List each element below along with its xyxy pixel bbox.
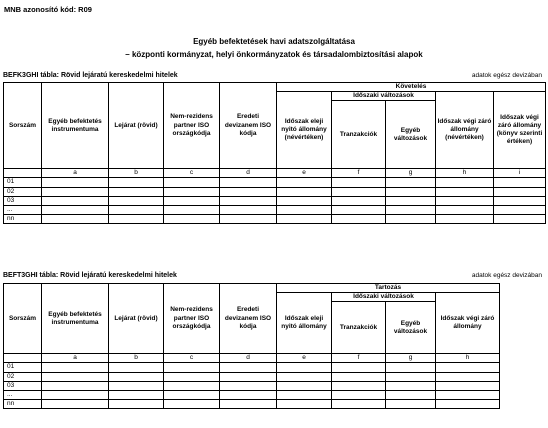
table-row	[4, 381, 500, 390]
col-partner: Nem-rezidens partner ISO országkódja	[164, 284, 220, 354]
data-cell[interactable]	[220, 178, 277, 187]
data-cell[interactable]	[277, 178, 332, 187]
table-row	[4, 187, 546, 196]
data-cell[interactable]	[277, 390, 332, 399]
data-cell[interactable]	[332, 372, 386, 381]
data-cell[interactable]	[436, 372, 500, 381]
letter-cell: h	[436, 354, 500, 363]
col-zaro: Időszak végi záró állomány	[436, 293, 500, 354]
data-cell[interactable]	[332, 363, 386, 372]
col-lejarat: Lejárat (rövid)	[109, 284, 164, 354]
letter-cell: a	[42, 169, 109, 178]
data-cell[interactable]	[277, 214, 332, 223]
col-tranzakciok: Tranzakciók	[332, 302, 386, 354]
data-cell[interactable]	[109, 196, 164, 205]
data-cell[interactable]	[386, 214, 436, 223]
data-cell[interactable]	[332, 214, 386, 223]
data-cell[interactable]	[436, 399, 500, 408]
row-number: nn	[4, 214, 42, 223]
data-cell[interactable]	[386, 205, 436, 214]
letter-cell: c	[164, 354, 220, 363]
data-cell[interactable]	[164, 399, 220, 408]
letter-cell: i	[494, 169, 546, 178]
letter-cell: c	[164, 169, 220, 178]
table1-unit-note: adatok egész devizában	[471, 72, 542, 79]
data-cell[interactable]	[332, 381, 386, 390]
data-cell[interactable]	[277, 187, 332, 196]
row-number: 03	[4, 196, 42, 205]
data-cell[interactable]	[220, 363, 277, 372]
col-sorszam: Sorszám	[4, 284, 42, 354]
data-cell[interactable]	[436, 214, 494, 223]
data-cell[interactable]	[277, 363, 332, 372]
data-cell[interactable]	[436, 390, 500, 399]
row-number: nn	[4, 399, 42, 408]
data-cell[interactable]	[109, 390, 164, 399]
table2	[3, 283, 500, 409]
data-cell[interactable]	[220, 196, 277, 205]
letter-row	[4, 354, 500, 363]
row-number: 03	[4, 381, 42, 390]
letter-cell: f	[332, 169, 386, 178]
letter-row	[4, 169, 546, 178]
data-cell[interactable]	[332, 178, 386, 187]
data-cell[interactable]	[386, 372, 436, 381]
data-cell[interactable]	[436, 205, 494, 214]
letter-cell: g	[386, 169, 436, 178]
col-sorszam: Sorszám	[4, 83, 42, 169]
data-cell[interactable]	[42, 178, 109, 187]
data-cell[interactable]	[109, 363, 164, 372]
letter-cell: f	[332, 354, 386, 363]
table2-name: BEFT3GHI tábla: Rövid lejáratú kereskedelmi hitelek	[3, 272, 177, 279]
table-row	[4, 214, 546, 223]
letter-cell: d	[220, 354, 277, 363]
letter-cell: e	[277, 354, 332, 363]
page-title: Egyéb befektetések havi adatszolgáltatása	[193, 37, 355, 46]
data-cell[interactable]	[220, 187, 277, 196]
data-cell[interactable]	[494, 187, 546, 196]
data-cell[interactable]	[42, 205, 109, 214]
data-cell[interactable]	[494, 196, 546, 205]
data-cell[interactable]	[332, 390, 386, 399]
row-number: 01	[4, 363, 42, 372]
data-cell[interactable]	[220, 372, 277, 381]
letter-cell: a	[42, 354, 109, 363]
group-kovetelés: Követelés	[277, 83, 546, 92]
data-cell[interactable]	[277, 381, 332, 390]
data-cell[interactable]	[332, 205, 386, 214]
table-row	[4, 205, 546, 214]
data-cell[interactable]	[386, 363, 436, 372]
table-row	[4, 196, 546, 205]
data-cell[interactable]	[436, 178, 494, 187]
col-nyito: Időszak eleji nyitó állomány	[277, 293, 332, 354]
data-cell[interactable]	[164, 205, 220, 214]
data-cell[interactable]	[109, 381, 164, 390]
data-cell[interactable]	[109, 187, 164, 196]
data-cell[interactable]	[164, 363, 220, 372]
data-cell[interactable]	[386, 178, 436, 187]
col-tranzakciok: Tranzakciók	[332, 101, 386, 169]
group-tartozas: Tartozás	[277, 284, 500, 293]
data-cell[interactable]	[109, 178, 164, 187]
data-cell[interactable]	[277, 372, 332, 381]
col-egyeb-valtozasok: Egyéb változások	[386, 101, 436, 169]
data-cell[interactable]	[436, 196, 494, 205]
col-nyito-suffix: (névértéken)	[284, 134, 324, 142]
data-cell[interactable]	[42, 187, 109, 196]
letter-cell: h	[436, 169, 494, 178]
data-cell[interactable]	[42, 196, 109, 205]
data-cell[interactable]	[109, 205, 164, 214]
letter-cell: g	[386, 354, 436, 363]
data-cell[interactable]	[386, 187, 436, 196]
row-number: 02	[4, 187, 42, 196]
data-cell[interactable]	[164, 187, 220, 196]
report-code: MNB azonosító kód: R09	[4, 5, 92, 14]
data-cell[interactable]	[164, 390, 220, 399]
data-cell[interactable]	[436, 363, 500, 372]
data-cell[interactable]	[332, 196, 386, 205]
row-number: 02	[4, 372, 42, 381]
row-number: ...	[4, 205, 42, 214]
data-cell[interactable]	[494, 214, 546, 223]
table-row	[4, 363, 500, 372]
data-cell[interactable]	[42, 214, 109, 223]
table1	[3, 82, 546, 224]
data-cell[interactable]	[164, 178, 220, 187]
col-instrument: Egyéb befektetés instrumentuma	[42, 83, 109, 169]
data-cell[interactable]	[436, 381, 500, 390]
data-cell[interactable]	[220, 399, 277, 408]
data-cell[interactable]	[332, 399, 386, 408]
table-row	[4, 372, 500, 381]
data-cell[interactable]	[386, 399, 436, 408]
data-cell[interactable]	[164, 214, 220, 223]
table-row	[4, 178, 546, 187]
data-cell[interactable]	[164, 381, 220, 390]
data-cell[interactable]	[220, 214, 277, 223]
data-cell[interactable]	[277, 399, 332, 408]
col-deviza: Eredeti devizanem ISO kódja	[220, 83, 277, 169]
letter-cell: d	[220, 169, 277, 178]
row-number: 01	[4, 178, 42, 187]
col-nyito	[277, 92, 332, 169]
group-idoszaki: Időszaki változások	[332, 293, 436, 302]
data-cell[interactable]	[436, 187, 494, 196]
col-lejarat: Lejárat (rövid)	[109, 83, 164, 169]
data-cell[interactable]	[220, 205, 277, 214]
col-nyito-label: Időszak eleji nyitó állomány	[281, 118, 327, 134]
letter-cell: e	[277, 169, 332, 178]
data-cell[interactable]	[277, 196, 332, 205]
letter-cell: b	[109, 354, 164, 363]
group-idoszaki: Időszaki változások	[332, 92, 436, 101]
data-cell[interactable]	[386, 381, 436, 390]
data-cell[interactable]	[109, 214, 164, 223]
col-egyeb-valtozasok: Egyéb változások	[386, 302, 436, 354]
data-cell[interactable]	[386, 196, 436, 205]
data-cell[interactable]	[42, 363, 109, 372]
table-row	[4, 390, 500, 399]
data-cell[interactable]	[164, 196, 220, 205]
data-cell[interactable]	[332, 187, 386, 196]
data-cell[interactable]	[109, 399, 164, 408]
col-deviza: Eredeti devizanem ISO kódja	[220, 284, 277, 354]
data-cell[interactable]	[42, 399, 109, 408]
data-cell[interactable]	[277, 205, 332, 214]
data-cell[interactable]	[42, 372, 109, 381]
data-cell[interactable]	[386, 390, 436, 399]
col-partner: Nem-rezidens partner ISO országkódja	[164, 83, 220, 169]
data-cell[interactable]	[220, 390, 277, 399]
data-cell[interactable]	[494, 178, 546, 187]
page-subtitle: – központi kormányzat, helyi önkormányzatok és társadalombiztosítási alapok	[125, 50, 423, 59]
col-zaro-nevertek: Időszak végi záró állomány (névértéken)	[436, 92, 494, 169]
data-cell[interactable]	[109, 372, 164, 381]
col-instrument: Egyéb befektetés instrumentuma	[42, 284, 109, 354]
table1-name: BEFK3GHI tábla: Rövid lejáratú kereskedelmi hitelek	[3, 72, 178, 79]
data-cell[interactable]	[42, 381, 109, 390]
row-number: ...	[4, 390, 42, 399]
table-row	[4, 399, 500, 408]
table2-unit-note: adatok egész devizában	[471, 272, 542, 279]
letter-cell: b	[109, 169, 164, 178]
col-zaro-konyv: Időszak végi záró állomány (könyv szerinti értéken)	[494, 92, 546, 169]
data-cell[interactable]	[164, 372, 220, 381]
data-cell[interactable]	[42, 390, 109, 399]
data-cell[interactable]	[494, 205, 546, 214]
data-cell[interactable]	[220, 381, 277, 390]
